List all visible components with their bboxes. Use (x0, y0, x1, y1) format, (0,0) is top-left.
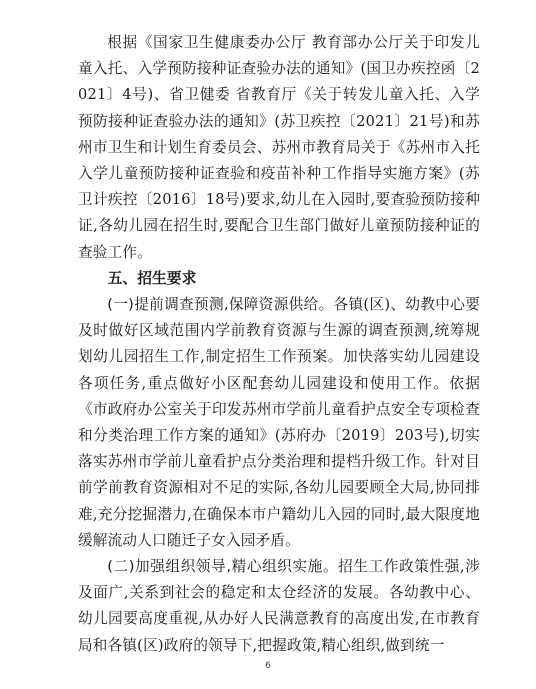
paragraph-item-1 (78, 292, 480, 554)
item-1-body: 各镇(区)、幼教中心要及时做好区域范围内学前教育资源与生源的调查预测,统筹规划幼儿园招生工作,制定招生工作预案。加快落实幼儿园建设各项任务,重点做好小区配套幼儿园建设和使用工作。依据《市政府办公室关于印发苏州市学前儿童看护点安全专项检查和分类治理工作方案的通知》(苏府办〔2019〕203号),切实落实苏州市学前儿童看护点分类治理和提档升级工作。针对目前学前教育资源相对不足的实际,各幼儿园要顾全大局,协同排难,充分挖掘潜力,在确保本市户籍幼儿入园的同时,最大限度地缓解流动人口随迁子女入园矛盾。 (78, 296, 480, 549)
section-heading-enrollment-requirements: 五、招生要求 (107, 269, 197, 287)
item-2-body: 招生工作政策性强,涉及面广,关系到社会的稳定和太仓经济的发展。各幼教中心、幼儿园要高度重视,从办好人民满意教育的高度出发,在市教育局和各镇(区)政府的领导下,把握政策,精心组织,做到统一 (78, 558, 480, 654)
document-body (78, 30, 480, 659)
paragraph-item-2 (78, 554, 480, 659)
paragraph-vaccination-check: 根据《国家卫生健康委办公厅 教育部办公厅关于印发儿童入托、入学预防接种证查验办法的通知》(国卫办疾控函〔2021〕4号)、省卫健委 省教育厅《关于转发儿童入托、入学预防接种证查验办法的通知》(苏卫疾控〔2021〕21号)和苏州市卫生和计划生育委员会、苏州市教育局关于《苏州市入托入学儿童预防接种证查验和疫苗补种工作指导实施方案》(苏卫计疾控〔2016〕18号)要求,幼儿在入园时,要查验预防接种证,各幼儿园在招生时,要配合卫生部门做好儿童预防接种证的查验工作。 (78, 34, 480, 261)
item-1-lead: (一)提前调查预测,保障资源供给。 (107, 296, 334, 314)
item-2-lead: (二)加强组织领导,精心组织实施。 (107, 558, 339, 576)
page-number: 6 (265, 661, 271, 671)
